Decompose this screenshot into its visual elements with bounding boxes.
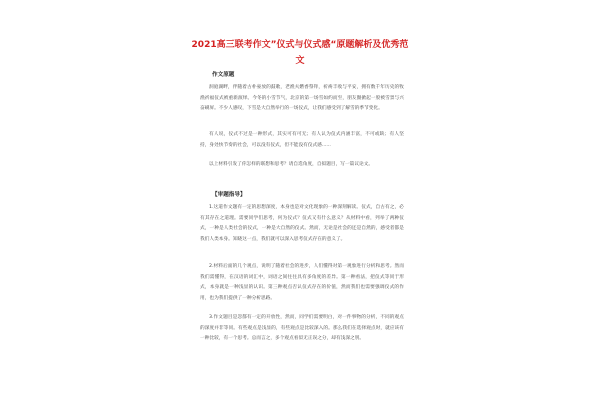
guide-paragraph: 3.作文题目是忽都有一定的开放性，然而，同学们需要明白，对一件事物的分析，不同的观点的深度并非等同。有些观点是浅显的，有些观点是比较深入的。那么我们在选择观点时，就应该有一种比较，有一个思考。总而言之，多个观点看似无正误之分，却有浅深之别。 xyxy=(200,315,404,341)
guide-paragraph: 2.材料后面的几个观点，说明了随着社会的进步，人们懂得对第一观象进行分析和思考。然而我们需懂得，在汉语的词汇中，词语之间往往具有多角度的差异。第一种看法，把仪式等同于形式，本身就是一种浅显的认识。第三种观点否认仪式存在的价值，然而我们也需要强调仪式的作用，也为我们提供了一种分析思路。 xyxy=(200,264,404,301)
section-heading-prompt: 作文原题 xyxy=(212,72,235,78)
prompt-paragraph: 有人说，仪式不过是一种形式，其实可有可无；有人认为仪式内涵丰富，不可或缺；有人坚持，身处快节奏的社会，可以没有仪式，但不能没有仪式感...... xyxy=(200,132,404,148)
section-heading-guide: 【审题指导】 xyxy=(212,192,246,198)
guide-paragraph: 1.这道作文题有一定的思想深度，本身也是对文化现象的一种深刻解读。仪式，自古有之，必有其存在之道理。需要同学们思考，何为仪式？仪式又有什么意义？从材料中看，列举了两种仪式，一种是人类社会的仪式，一种是大自然的仪式。然而，无论是社会的还是自然的，感受者都是我们人类本身。知晓这一点，我们就可以深入思考仪式存在的意义了。 xyxy=(200,205,404,242)
document-title: 2021高三联考作文”仪式与仪式感“原题解析及优秀范文 xyxy=(191,40,409,66)
prompt-paragraph: 以上材料引发了你怎样的联想和思考？请自选角度，自拟题目，写一篇议论文。 xyxy=(209,162,374,167)
prompt-paragraph: 洞庭湖畔，伴随着古朴豪放的鼓歌，老渔夫燃香祭拜，祈祷丰收与平安，拥有数千年历史的牧渔祈福仪式被重新演绎。今冬的小雪节气，北京的第一场雪如约而至，朋友圈掀起一股被雪景与兴奋刷屏。不少人感叹，下雪是大自然举行的一场仪式，让我们感受到了解雪的季节变化。 xyxy=(200,85,404,111)
